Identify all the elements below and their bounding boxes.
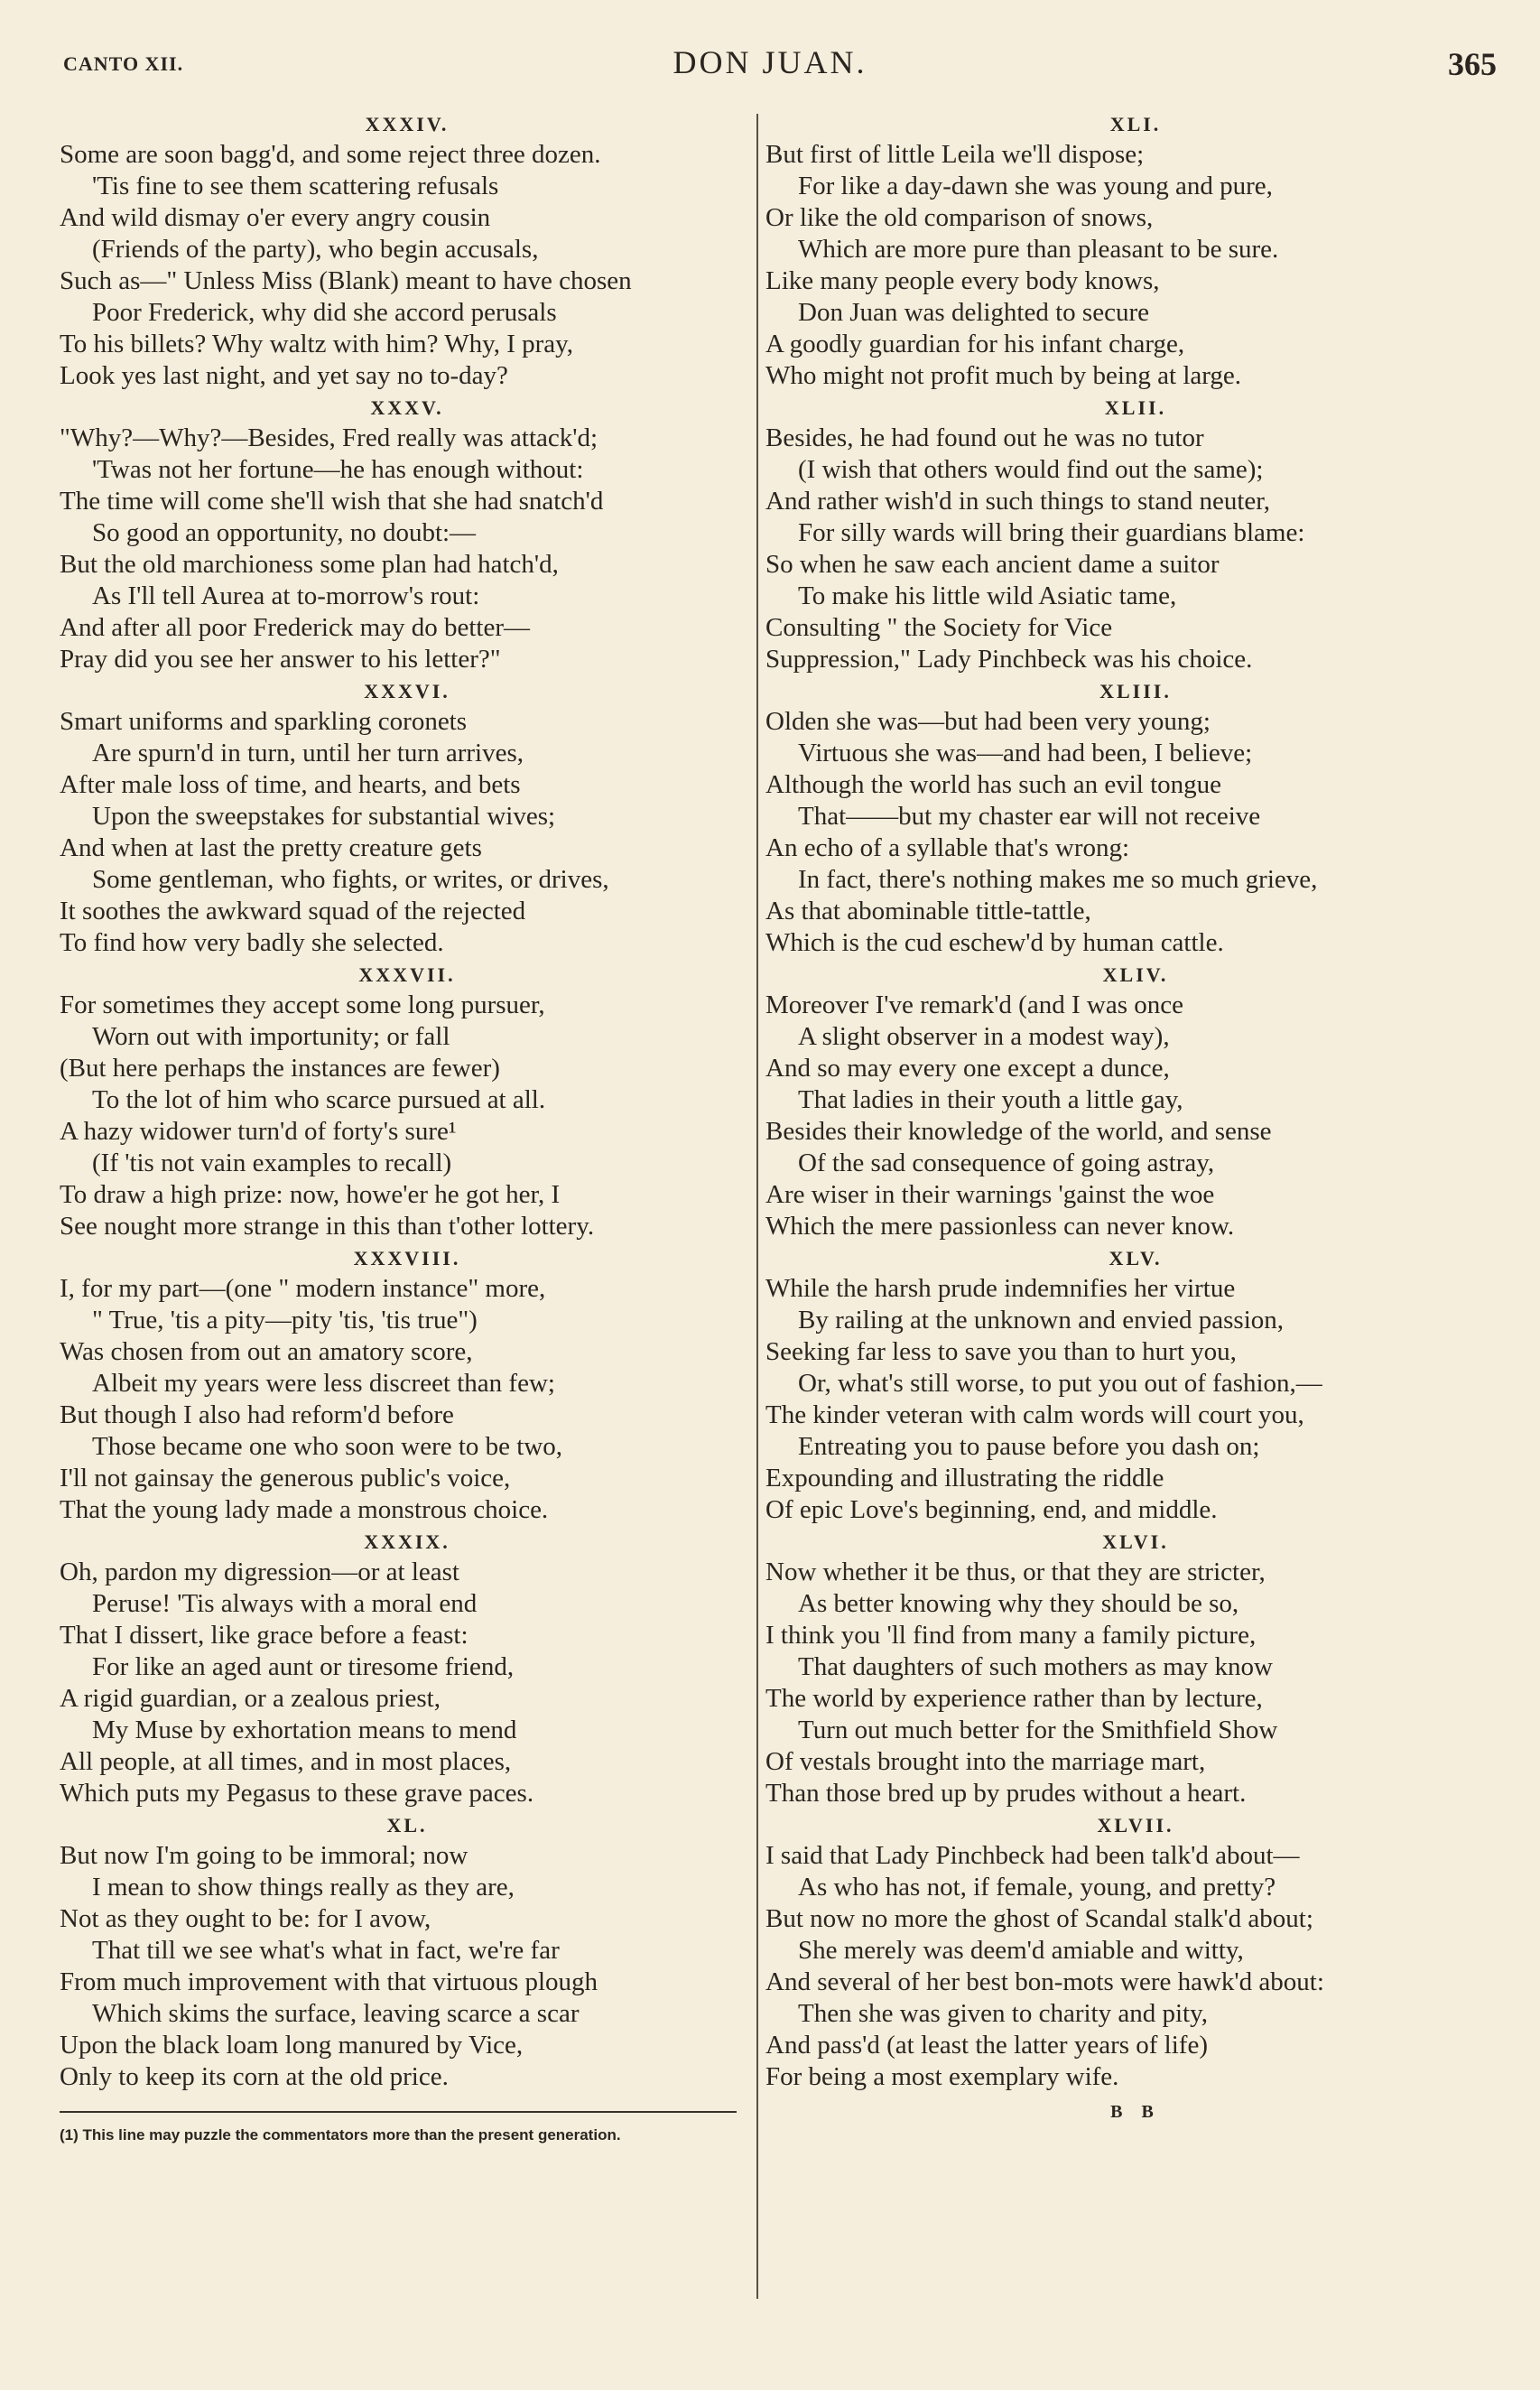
stanza-numeral: XLVI. <box>1102 1530 1169 1553</box>
verse-line: Of epic Love's beginning, end, and middle. <box>765 1495 1218 1524</box>
verse-line: See nought more strange in this than t'other lottery. <box>60 1212 595 1241</box>
verse-line: Some are soon bagg'd, and some reject three dozen. <box>60 140 601 169</box>
verse-line: Which is the cud eschew'd by human cattle. <box>765 928 1224 957</box>
verse-line: The kinder veteran with calm words will court you, <box>765 1400 1304 1429</box>
verse-line: Worn out with importunity; or fall <box>92 1022 450 1051</box>
verse-line: Which the mere passionless can never know. <box>765 1212 1235 1241</box>
verse-line: For silly wards will bring their guardians blame: <box>798 518 1305 547</box>
stanza-numeral: XLV. <box>1109 1247 1163 1269</box>
verse-line: To find how very badly she selected. <box>60 928 444 957</box>
stanza <box>60 679 755 959</box>
verse-line: Or, what's still worse, to put you out of fashion,— <box>798 1369 1322 1398</box>
stanza <box>60 112 755 392</box>
verse-line: That——but my chaster ear will not receive <box>798 802 1261 831</box>
verse-line: A goodly guardian for his infant charge, <box>765 330 1185 358</box>
stanza <box>765 679 1506 959</box>
running-head-canto: CANTO XII. <box>63 52 184 75</box>
verse-line: (But here perhaps the instances are fewer) <box>60 1054 500 1083</box>
verse-line: Seeking far less to save you than to hurt you, <box>765 1337 1237 1366</box>
verse-line: For like an aged aunt or tiresome friend, <box>92 1652 515 1681</box>
verse-line: In fact, there's nothing makes me so much grieve, <box>798 865 1318 894</box>
verse-line: By railing at the unknown and envied passion, <box>798 1306 1285 1334</box>
verse-line: Albeit my years were less discreet than few; <box>92 1369 555 1398</box>
verse-line: To draw a high prize: now, howe'er he got her, I <box>60 1180 561 1209</box>
verse-line: And several of her best bon-mots were hawk'd about: <box>765 1967 1324 1996</box>
verse-line: A slight observer in a modest way), <box>798 1022 1170 1051</box>
verse-line: She merely was deem'd amiable and witty, <box>798 1936 1244 1965</box>
verse-line: So when he saw each ancient dame a suitor <box>765 550 1220 579</box>
verse-line: As I'll tell Aurea at to-morrow's rout: <box>92 581 480 610</box>
verse-line: 'Tis fine to see them scattering refusals <box>92 172 499 200</box>
column-divider <box>756 114 758 2299</box>
verse-line: Was chosen from out an amatory score, <box>60 1337 473 1366</box>
verse-line: A rigid guardian, or a zealous priest, <box>60 1684 441 1713</box>
verse-line: Expounding and illustrating the riddle <box>765 1464 1164 1493</box>
verse-line: Who might not profit much by being at large. <box>765 361 1241 390</box>
verse-line: Entreating you to pause before you dash on; <box>798 1432 1260 1461</box>
verse-line: From much improvement with that virtuous plough <box>60 1967 598 1996</box>
verse-line: Consulting " the Society for Vice <box>765 613 1113 642</box>
verse-line: So good an opportunity, no doubt:— <box>92 518 477 547</box>
stanza <box>765 1530 1506 1809</box>
page-header <box>0 40 1540 85</box>
verse-line: A hazy widower turn'd of forty's sure¹ <box>60 1117 457 1146</box>
verse-line: I think you 'll find from many a family picture, <box>765 1621 1257 1650</box>
verse-line: And so may every one except a dunce, <box>765 1054 1170 1083</box>
verse-line: Than those bred up by prudes without a heart. <box>765 1779 1247 1808</box>
verse-line: Of vestals brought into the marriage mart, <box>765 1747 1206 1776</box>
verse-line: To his billets? Why waltz with him? Why, I pray, <box>60 330 573 358</box>
stanza-numeral: XXXVIII. <box>353 1247 461 1269</box>
verse-line: Which puts my Pegasus to these grave paces. <box>60 1779 534 1808</box>
verse-line: Don Juan was delighted to secure <box>798 298 1149 327</box>
stanza-numeral: XXXIV. <box>365 113 450 135</box>
verse-line: While the harsh prude indemnifies her virtue <box>765 1274 1236 1303</box>
stanza <box>60 1530 755 1809</box>
verse-line: Only to keep its corn at the old price. <box>60 2062 449 2091</box>
verse-line: That ladies in their youth a little gay, <box>798 1085 1183 1114</box>
verse-line: But now I'm going to be immoral; now <box>60 1841 468 1870</box>
verse-line: That daughters of such mothers as may know <box>798 1652 1273 1681</box>
verse-line: But the old marchioness some plan had hatch'd, <box>60 550 559 579</box>
verse-line: To the lot of him who scarce pursued at all. <box>92 1085 546 1114</box>
verse-line: Such as—" Unless Miss (Blank) meant to have chosen <box>60 266 632 295</box>
verse-line: 'Twas not her fortune—he has enough without: <box>92 455 584 484</box>
verse-line: Poor Frederick, why did she accord perusals <box>92 298 557 327</box>
stanza-numeral: XXXIX. <box>364 1530 450 1553</box>
verse-line: Like many people every body knows, <box>765 266 1160 295</box>
right-column <box>765 108 1506 2128</box>
verse-line: Look yes last night, and yet say no to-day? <box>60 361 508 390</box>
stanza-numeral: XLVII. <box>1097 1814 1174 1837</box>
verse-line: Besides their knowledge of the world, and sense <box>765 1117 1272 1146</box>
verse-line: For sometimes they accept some long pursuer, <box>60 990 545 1019</box>
stanza-numeral: XLIV. <box>1102 963 1169 986</box>
left-column <box>60 108 755 2145</box>
verse-line: (I wish that others would find out the same); <box>798 455 1264 484</box>
verse-line: After male loss of time, and hearts, and bets <box>60 770 521 799</box>
stanza <box>765 112 1506 392</box>
stanza <box>765 1813 1506 2093</box>
verse-line: Virtuous she was—and had been, I believe; <box>798 739 1253 767</box>
verse-line: That till we see what's what in fact, we're far <box>92 1936 560 1965</box>
verse-line: My Muse by exhortation means to mend <box>92 1716 517 1744</box>
verse-line: "Why?—Why?—Besides, Fred really was attack'd; <box>60 423 598 452</box>
verse-line: (Friends of the party), who begin accusals, <box>92 235 539 264</box>
verse-line: And when at last the pretty creature gets <box>60 833 482 862</box>
stanza <box>60 963 755 1242</box>
verse-line: The time will come she'll wish that she had snatch'd <box>60 487 604 516</box>
stanza-numeral: XLI. <box>1109 113 1162 135</box>
verse-line: It soothes the awkward squad of the rejected <box>60 897 526 925</box>
verse-line: I'll not gainsay the generous public's voice, <box>60 1464 511 1493</box>
verse-line: Suppression," Lady Pinchbeck was his choice. <box>765 645 1253 674</box>
verse-line: Smart uniforms and sparkling coronets <box>60 707 468 736</box>
verse-line: That the young lady made a monstrous choice. <box>60 1495 549 1524</box>
stanza <box>60 1813 755 2093</box>
stanza-numeral: XLII. <box>1104 396 1167 419</box>
verse-line: Peruse! 'Tis always with a moral end <box>92 1589 478 1618</box>
printer-signature: B B <box>1110 2102 1161 2122</box>
stanza-numeral: XL. <box>386 1814 428 1837</box>
verse-line: And rather wish'd in such things to stand neuter, <box>765 487 1271 516</box>
verse-line: Upon the black loam long manured by Vice, <box>60 2031 524 2060</box>
footnote: (1) This line may puzzle the commentators more than the present generation. <box>60 2126 621 2144</box>
stanza <box>60 395 755 675</box>
verse-line: That I dissert, like grace before a feast: <box>60 1621 468 1650</box>
verse-line: Are wiser in their warnings 'gainst the woe <box>765 1180 1215 1209</box>
verse-line: An echo of a syllable that's wrong: <box>765 833 1130 862</box>
verse-line: As better knowing why they should be so, <box>798 1589 1239 1618</box>
stanza-numeral: XXXVI. <box>364 680 450 702</box>
verse-line: And wild dismay o'er every angry cousin <box>60 203 491 232</box>
verse-line: And after all poor Frederick may do better— <box>60 613 531 642</box>
verse-line: Upon the sweepstakes for substantial wives; <box>92 802 556 831</box>
verse-line: To make his little wild Asiatic tame, <box>798 581 1177 610</box>
verse-line: Moreover I've remark'd (and I was once <box>765 990 1183 1019</box>
verse-line: But first of little Leila we'll dispose; <box>765 140 1145 169</box>
verse-line: For being a most exemplary wife. <box>765 2062 1119 2091</box>
page-number: 365 <box>1448 46 1497 82</box>
stanza <box>765 963 1506 1242</box>
verse-line: I mean to show things really as they are, <box>92 1873 515 1902</box>
verse-line: Oh, pardon my digression—or at least <box>60 1558 459 1586</box>
verse-line: But though I also had reform'd before <box>60 1400 454 1429</box>
verse-line: Some gentleman, who fights, or writes, or drives, <box>92 865 609 894</box>
verse-line: Those became one who soon were to be two, <box>92 1432 563 1461</box>
verse-line: Which are more pure than pleasant to be sure. <box>798 235 1279 264</box>
verse-line: And pass'd (at least the latter years of life) <box>765 2031 1208 2060</box>
verse-line: Olden she was—but had been very young; <box>765 707 1211 736</box>
verse-line: Turn out much better for the Smithfield Show <box>798 1716 1278 1744</box>
verse-line: The world by experience rather than by lecture, <box>765 1684 1263 1713</box>
verse-line: Of the sad consequence of going astray, <box>798 1149 1215 1177</box>
verse-line: " True, 'tis a pity—pity 'tis, 'tis true") <box>92 1306 478 1334</box>
verse-line: Although the world has such an evil tongue <box>765 770 1221 799</box>
verse-line: All people, at all times, and in most places, <box>60 1747 512 1776</box>
stanza-numeral: XXXVII. <box>358 963 456 986</box>
verse-line: As that abominable tittle-tattle, <box>765 897 1091 925</box>
running-head-title: DON JUAN. <box>673 44 867 80</box>
verse-line: I said that Lady Pinchbeck had been talk'd about— <box>765 1841 1300 1870</box>
verse-line: Are spurn'd in turn, until her turn arrives, <box>92 739 524 767</box>
verse-line: I, for my part—(one " modern instance" more, <box>60 1274 546 1303</box>
verse-line: Or like the old comparison of snows, <box>765 203 1154 232</box>
verse-line: Which skims the surface, leaving scarce a scar <box>92 1999 580 2028</box>
verse-line: Pray did you see her answer to his letter?" <box>60 645 501 674</box>
footnote-rule <box>60 2111 737 2113</box>
verse-line: As who has not, if female, young, and pretty? <box>798 1873 1276 1902</box>
verse-line: (If 'tis not vain examples to recall) <box>92 1149 452 1177</box>
stanza <box>765 395 1506 675</box>
verse-line: Not as they ought to be: for I avow, <box>60 1904 431 1933</box>
stanza-numeral: XLIII. <box>1099 680 1172 702</box>
verse-line: For like a day-dawn she was young and pure, <box>798 172 1273 200</box>
verse-line: Then she was given to charity and pity, <box>798 1999 1208 2028</box>
stanza-numeral: XXXV. <box>370 396 444 419</box>
stanza <box>765 1246 1506 1526</box>
verse-line: But now no more the ghost of Scandal stalk'd about; <box>765 1904 1313 1933</box>
verse-line: Besides, he had found out he was no tutor <box>765 423 1204 452</box>
stanza <box>60 1246 755 1526</box>
verse-line: Now whether it be thus, or that they are stricter, <box>765 1558 1266 1586</box>
